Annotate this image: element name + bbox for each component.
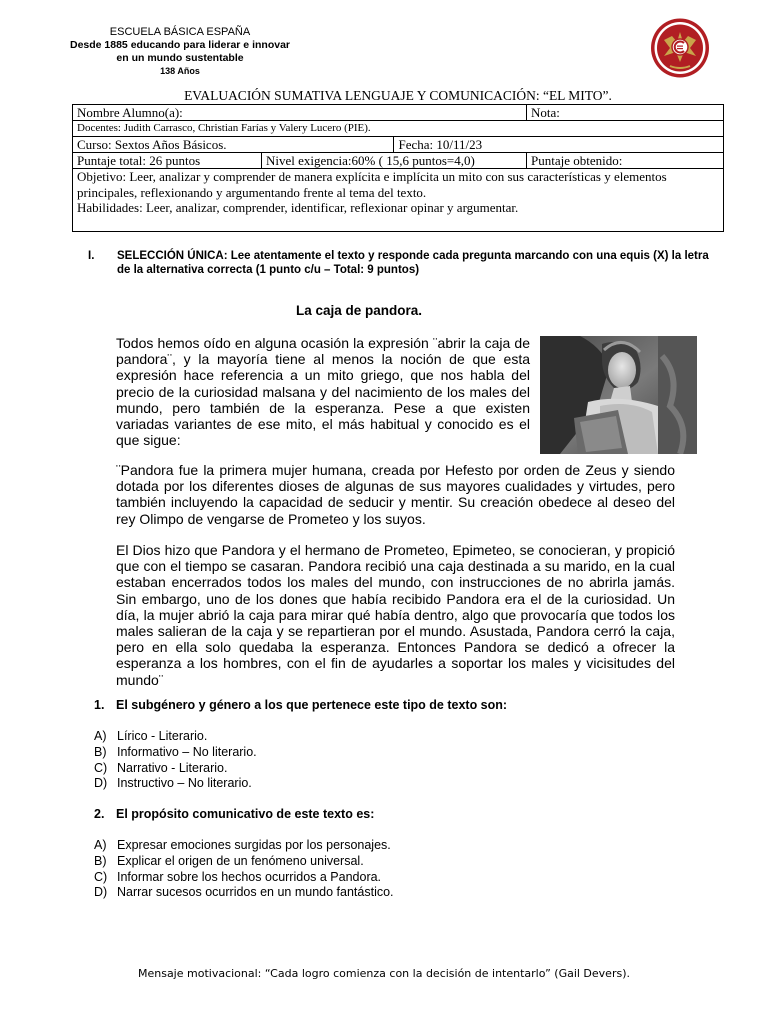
total-score-cell: Puntaje total: 26 puntos xyxy=(73,153,262,169)
option-letter: C) xyxy=(94,760,108,775)
school-name: ESCUELA BÁSICA ESPAÑA xyxy=(109,26,251,38)
requirement-cell: Nivel exigencia:60% ( 15,6 puntos=4,0) xyxy=(262,153,527,169)
passage-paragraph-1: Todos hemos oído en alguna ocasión la expresión ¨abrir la caja de pandora¨, y la mayoría tiene al menos la noción de que esta expresión hace referencia a un mito griego, que nos habla del precio de la curiosidad malsana y del nacimiento de los males del mundo, pero también de la esperanza. Pese a que existen variadas variantes de ese mito, el más habitual y conocido es el que sigue: xyxy=(116,335,530,449)
option-letter: D) xyxy=(94,776,108,791)
option-letter: C) xyxy=(94,869,108,884)
question-text: El propósito comunicativo de este texto es: xyxy=(116,807,375,821)
objective-text: Objetivo: Leer, analizar y comprender de manera explícita e implícita un mito con sus características y elementos principales, reflexionando y argumentando frente al tema del texto. xyxy=(77,169,667,200)
course-cell: Curso: Sextos Años Básicos. xyxy=(73,137,394,153)
school-motto-line2: en un mundo sustentable xyxy=(116,52,244,64)
date-cell: Fecha: 10/11/23 xyxy=(394,137,724,153)
option-letter: A) xyxy=(94,729,107,743)
option-d[interactable] xyxy=(94,885,394,901)
option-a[interactable] xyxy=(94,729,257,745)
passage-title: La caja de pandora. xyxy=(295,303,423,318)
question-number: 1. xyxy=(94,698,105,712)
option-letter: B) xyxy=(94,853,107,868)
option-text: Informativo – No literario. xyxy=(117,744,257,759)
option-c[interactable] xyxy=(94,761,257,777)
question-1-options xyxy=(94,729,257,792)
option-c[interactable] xyxy=(94,870,394,886)
exam-title: EVALUACIÓN SUMATIVA LENGUAJE Y COMUNICACIÓN: “EL MITO”. xyxy=(184,88,612,103)
grade-field[interactable]: Nota: xyxy=(527,105,724,121)
option-letter: D) xyxy=(94,885,108,900)
option-letter: B) xyxy=(94,744,107,759)
option-a[interactable] xyxy=(94,838,394,854)
pandora-painting-image xyxy=(540,336,697,454)
objective-cell xyxy=(73,169,724,232)
school-years: 138 Años xyxy=(160,66,200,76)
teachers-cell: Docentes: Judith Carrasco, Christian Farías y Valery Lucero (PIE). xyxy=(73,121,724,137)
option-text: Narrativo - Literario. xyxy=(117,760,228,775)
option-text: Expresar emociones surgidas por los personajes. xyxy=(117,838,391,852)
option-letter: A) xyxy=(94,838,107,852)
option-text: Instructivo – No literario. xyxy=(117,776,252,791)
option-text: Lírico - Literario. xyxy=(117,729,208,743)
student-info-table xyxy=(72,104,724,232)
question-1 xyxy=(94,698,507,712)
student-name-field[interactable]: Nombre Alumno(a): xyxy=(73,105,527,121)
question-text: El subgénero y género a los que pertenece este tipo de texto son: xyxy=(116,698,508,712)
question-2 xyxy=(94,807,374,821)
option-text: Informar sobre los hechos ocurridos a Pandora. xyxy=(117,869,382,884)
option-text: Explicar el origen de un fenómeno universal. xyxy=(117,853,364,868)
passage-paragraph-3: El Dios hizo que Pandora y el hermano de Prometeo, Epimeteo, se conocieran, y propició que con el tiempo se casaran. Pandora recibió una caja destinada a su marido, en la cual estaban encerrados todos los males del mundo, con instrucciones de no abrirla jamás. Sin embargo, uno de los dones que había recibido Pandora era el de la curiosidad. Un día, la mujer abrió la caja para mirar qué había dentro, algo que provocaría que todos los males salieran de la caja y se repartieran por el mundo. Asustada, Pandora cerró la caja, pero en ella solo quedaba la esperanza. Entonces Pandora se dedicó a ofrecer la esperanza a los hombres, con el fin de ayudarles a soportar los males y vicisitudes del mundo¨ xyxy=(116,542,675,688)
school-motto-line1: Desde 1885 educando para liderar e innovar xyxy=(69,39,290,51)
option-b[interactable] xyxy=(94,854,394,870)
passage-paragraph-2: ¨Pandora fue la primera mujer humana, creada por Hefesto por orden de Zeus y siendo dotada por los diferentes dioses de algunas de sus mayores cualidades y virtudes, pero también incluyendo la capacidad de seducir y mentir. Su creación obedece al deseo del rey Olimpo de vengarse de Prometeo y los suyos. xyxy=(116,462,675,527)
obtained-score-field[interactable]: Puntaje obtenido: xyxy=(527,153,724,169)
option-text: Narrar sucesos ocurridos en un mundo fantástico. xyxy=(117,885,394,900)
section-instructions xyxy=(88,249,718,277)
school-header xyxy=(60,26,300,78)
school-crest-logo xyxy=(650,18,710,78)
option-d[interactable] xyxy=(94,776,257,792)
question-number: 2. xyxy=(94,807,105,821)
option-b[interactable] xyxy=(94,745,257,761)
section-number: I. xyxy=(88,250,95,262)
section-text: SELECCIÓN ÚNICA: Lee atentamente el texto y responde cada pregunta marcando con una equis (X) la letra de la alternativa correcta (1 punto c/u – Total: 9 puntos) xyxy=(117,250,709,276)
skills-text: Habilidades: Leer, analizar, comprender, identificar, reflexionar opinar y argumentar. xyxy=(77,200,519,215)
question-2-options xyxy=(94,838,394,901)
motivational-message: Mensaje motivacional: “Cada logro comienza con la decisión de intentarlo” (Gail Devers). xyxy=(137,967,630,980)
